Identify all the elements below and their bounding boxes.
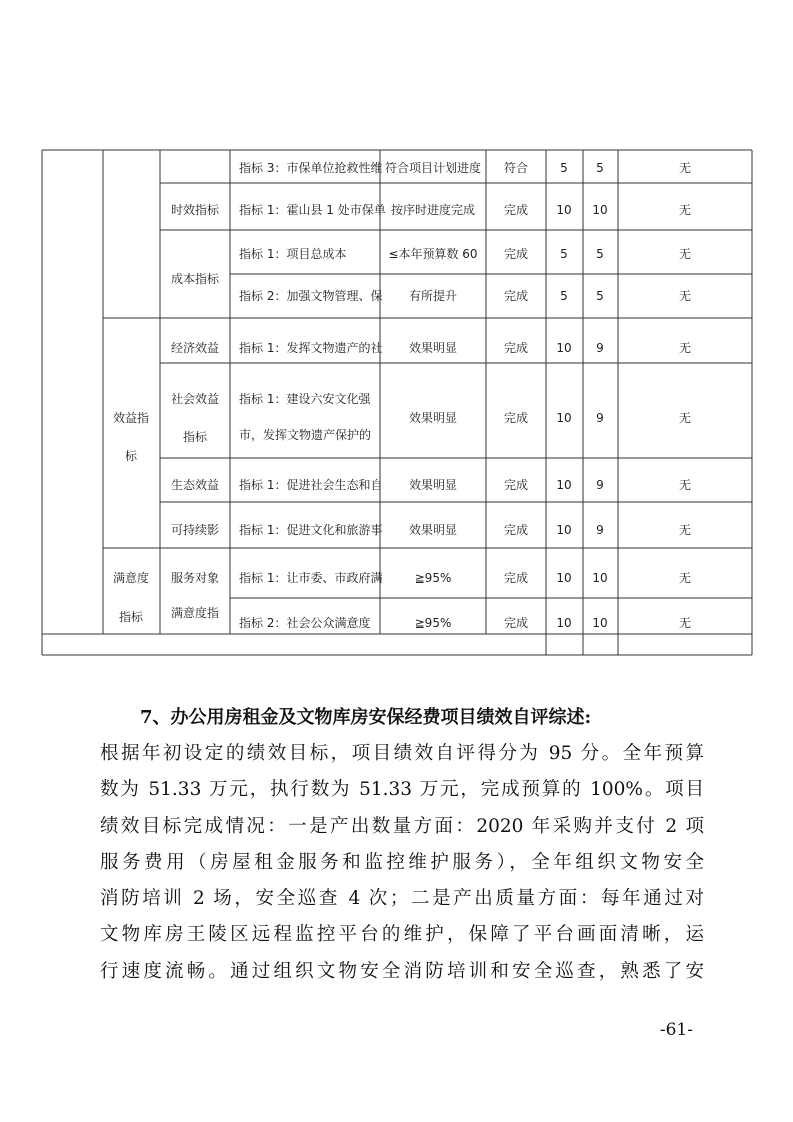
- paragraph-line: 文物库房王陵区远程监控平台的维护，保障了平台画面清晰，运: [100, 924, 704, 946]
- remark-cell: 无: [678, 247, 692, 261]
- score-cell: 9: [596, 411, 604, 425]
- social-benefit-label: 社会效益: [170, 392, 220, 406]
- score-cell: 10: [592, 616, 608, 630]
- service-satisfaction-label: 服务对象: [170, 571, 220, 585]
- indicator-cell: 指标 1：促进社会生态和自: [239, 478, 383, 492]
- score-cell: 10: [592, 203, 608, 217]
- target-value-cell: ≧95%: [414, 616, 452, 630]
- page-number: -61-: [659, 1020, 693, 1040]
- weight-cell: 10: [556, 478, 572, 492]
- weight-cell: 10: [556, 411, 572, 425]
- benefit-indicator-label: 效益指: [112, 411, 150, 425]
- actual-value-cell: 完成: [503, 341, 529, 355]
- actual-value-cell: 完成: [503, 289, 529, 303]
- tertiary-indicator-cell: 可持续影: [170, 523, 220, 537]
- target-value-cell: 按序时进度完成: [390, 203, 476, 217]
- benefit-indicator-label-2: 标: [124, 449, 138, 463]
- remark-cell: 无: [678, 161, 692, 175]
- score-cell: 9: [596, 523, 604, 537]
- actual-value-cell: 完成: [503, 523, 529, 537]
- remark-cell: 无: [678, 203, 692, 217]
- indicator-cell: 指标 1：发挥文物遗产的社: [239, 341, 383, 355]
- remark-cell: 无: [678, 411, 692, 425]
- indicator-cell: 指标 1：项目总成本: [239, 247, 347, 261]
- indicator-cell: 指标 2：社会公众满意度: [239, 616, 371, 630]
- satisfaction-indicator-label-2: 指标: [118, 610, 144, 624]
- score-cell: 9: [596, 341, 604, 355]
- social-indicator-line-1: 指标 1：建设六安文化强: [239, 392, 371, 406]
- remark-cell: 无: [678, 289, 692, 303]
- weight-cell: 5: [560, 247, 568, 261]
- weight-cell: 10: [556, 341, 572, 355]
- social-benefit-label-2: 指标: [182, 430, 208, 444]
- actual-value-cell: 符合: [503, 161, 529, 175]
- target-value-cell: 效果明显: [408, 523, 458, 537]
- indicator-cell: 指标 1：霍山县 1 处市保单: [239, 203, 386, 217]
- actual-value-cell: 完成: [503, 616, 529, 630]
- tertiary-indicator-cell: 经济效益: [170, 341, 220, 355]
- target-value-cell: 效果明显: [408, 341, 458, 355]
- indicator-cell: 指标 3：市保单位抢救性维: [239, 161, 383, 175]
- score-cell: 5: [596, 161, 604, 175]
- paragraph-line: 绩效目标完成情况：一是产出数量方面：2020 年采购并支付 2 项: [100, 815, 704, 837]
- target-value-cell: ≧95%: [414, 571, 452, 585]
- remark-cell: 无: [678, 616, 692, 630]
- social-indicator-line-2: 市，发挥文物遗产保护的: [239, 428, 372, 442]
- remark-cell: 无: [678, 571, 692, 585]
- actual-value-cell: 完成: [503, 411, 529, 425]
- weight-cell: 5: [560, 161, 568, 175]
- score-cell: 10: [592, 571, 608, 585]
- target-value-cell: 有所提升: [408, 289, 458, 303]
- tertiary-indicator-cell: 生态效益: [170, 478, 220, 492]
- score-cell: 5: [596, 289, 604, 303]
- project-summary: [100, 700, 704, 990]
- remark-cell: 无: [678, 478, 692, 492]
- satisfaction-indicator-label: 满意度: [112, 571, 150, 585]
- score-cell: 9: [596, 478, 604, 492]
- actual-value-cell: 完成: [503, 571, 529, 585]
- paragraph-line: 根据年初设定的绩效目标，项目绩效自评得分为 95 分。全年预算: [100, 743, 704, 764]
- weight-cell: 5: [560, 289, 568, 303]
- paragraph-line: 消防培训 2 场，安全巡查 4 次；二是产出质量方面：每年通过对: [100, 888, 704, 910]
- remark-cell: 无: [678, 523, 692, 537]
- indicator-cell: 指标 1：促进文化和旅游事: [239, 523, 383, 537]
- target-value-cell: 效果明显: [408, 411, 458, 425]
- tertiary-indicator-cell: 时效指标: [170, 203, 220, 217]
- cost-indicator-label: 成本指标: [170, 272, 220, 286]
- weight-cell: 10: [556, 203, 572, 217]
- target-value-cell: 效果明显: [408, 478, 458, 492]
- target-value-cell: ≤本年预算数 60: [388, 247, 478, 261]
- section-heading: 7、办公用房租金及文物库房安保经费项目绩效自评综述:: [140, 707, 592, 728]
- actual-value-cell: 完成: [503, 247, 529, 261]
- weight-cell: 10: [556, 571, 572, 585]
- indicator-cell: 指标 2：加强文物管理、保: [239, 289, 383, 303]
- remark-cell: 无: [678, 341, 692, 355]
- actual-value-cell: 完成: [503, 478, 529, 492]
- weight-cell: 10: [556, 523, 572, 537]
- service-satisfaction-label-2: 满意度指: [170, 606, 220, 620]
- paragraph-line: 行速度流畅。通过组织文物安全消防培训和安全巡查，熟悉了安: [100, 960, 704, 982]
- actual-value-cell: 完成: [503, 203, 529, 217]
- paragraph-line: 服务费用（房屋租金服务和监控维护服务），全年组织文物安全: [100, 851, 704, 873]
- target-value-cell: 符合项目计划进度: [384, 161, 482, 175]
- score-cell: 5: [596, 247, 604, 261]
- weight-cell: 10: [556, 616, 572, 630]
- paragraph-line: 数为 51.33 万元，执行数为 51.33 万元，完成预算的 100%。项目: [100, 779, 704, 801]
- summary-paragraph: [100, 736, 704, 990]
- indicator-cell: 指标 1：让市委、市政府满: [239, 571, 383, 585]
